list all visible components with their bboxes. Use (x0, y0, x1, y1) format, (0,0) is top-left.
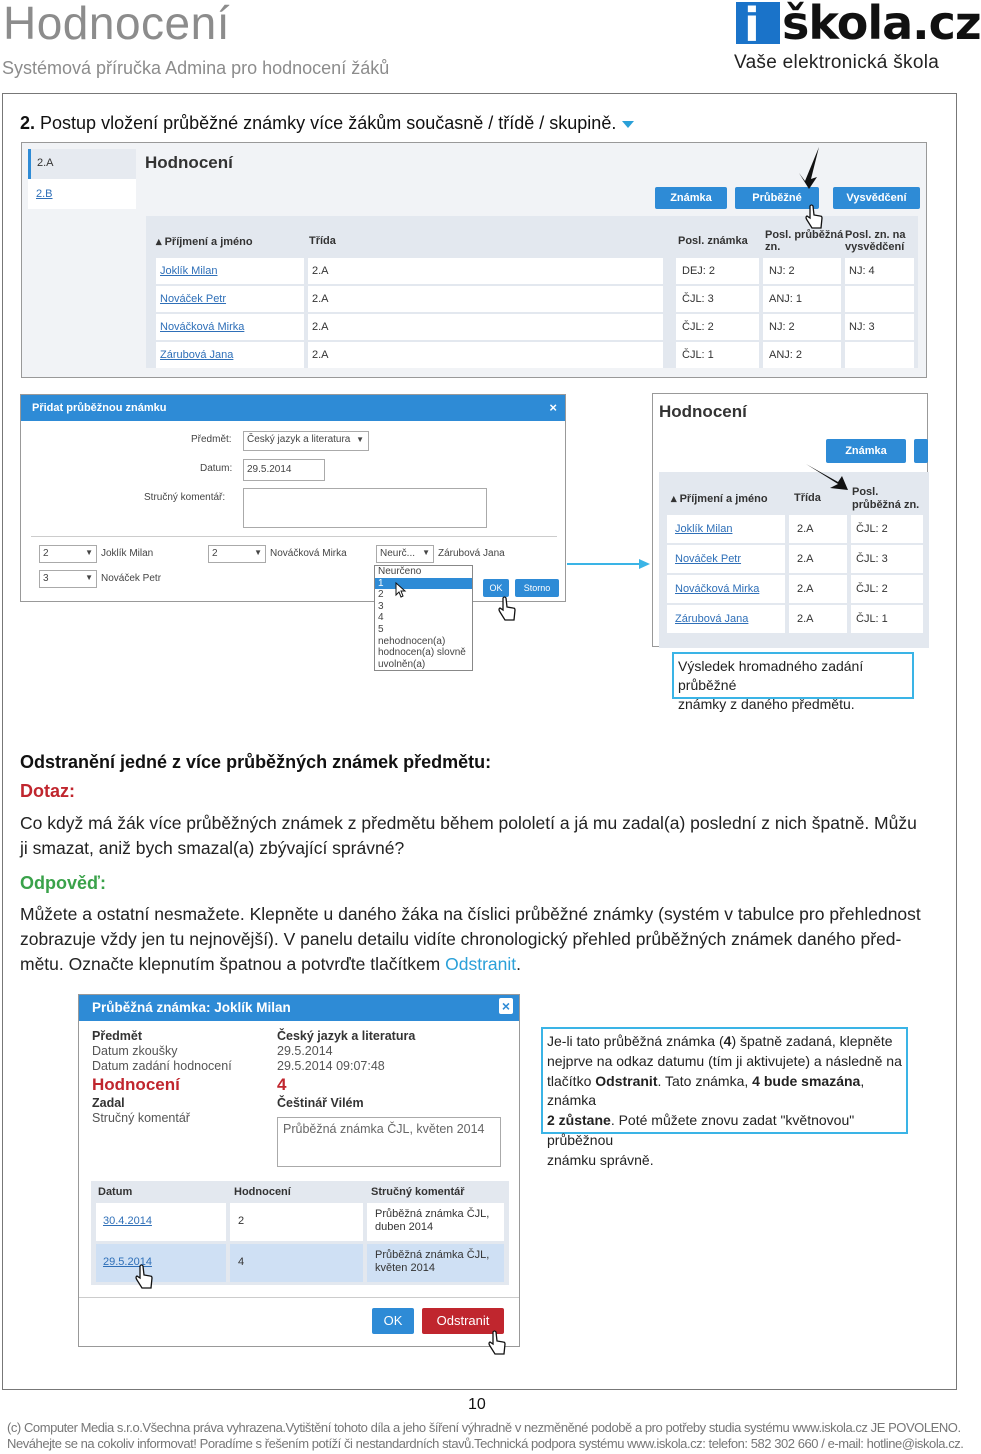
col-header-class: Třída (309, 235, 336, 247)
callout-text: tlačítko (547, 1072, 596, 1089)
last-grade-cell[interactable]: ČJL: 1 (682, 349, 714, 361)
doc-subtitle: Systémová příručka Admina pro hodnocení žáků (2, 58, 390, 78)
class-cell: 2.A (312, 265, 329, 277)
section-heading (20, 113, 634, 134)
date-link[interactable]: 30.4.2014 (103, 1215, 152, 1227)
screenshot-add-dialog (20, 394, 566, 602)
hand-cursor-icon (497, 596, 517, 622)
callout-text: . Tato známka, (657, 1072, 753, 1089)
detail-labels (92, 1029, 232, 1126)
student-name: Nováček Petr (101, 573, 162, 584)
col-header-label: Příjmení a jméno (164, 236, 253, 248)
dropdown-option[interactable]: 3 (378, 600, 384, 612)
row-cell-bg (845, 342, 914, 368)
partial-grade-cell[interactable]: ČJL: 1 (856, 613, 888, 625)
partial-grade-cell[interactable]: ČJL: 3 (856, 553, 888, 565)
callout-text: , známka (547, 1072, 865, 1109)
sort-asc-icon: ▴ (671, 493, 680, 505)
right-arrow-icon (567, 558, 651, 570)
col-header-class: Třída (794, 492, 821, 504)
question-label: Dotaz: (20, 781, 75, 801)
label-entry-date: Datum zadání hodnocení (92, 1059, 232, 1073)
callout-bold: 4 (723, 1033, 732, 1049)
tab-next-partial[interactable] (914, 439, 928, 463)
partial-grade-cell[interactable]: ČJL: 2 (856, 583, 888, 595)
subject-select[interactable] (243, 431, 369, 451)
value-teacher: Češtinář Vilém (277, 1096, 364, 1110)
subject-value: Český jazyk a literatura (247, 434, 351, 445)
dropdown-option[interactable]: 4 (378, 612, 384, 624)
screenshot-grades-table (21, 142, 927, 378)
delete-instruction-callout (541, 1027, 908, 1168)
dropdown-option[interactable]: 1 (375, 578, 472, 590)
class-cell: 2.A (797, 613, 814, 625)
last-grade-cell[interactable]: DEJ: 2 (682, 265, 716, 277)
answer-label: Odpověď: (20, 873, 106, 893)
label-teacher: Zadal (92, 1096, 125, 1110)
odstranit-link[interactable]: Odstranit (445, 954, 517, 974)
panel-title: Hodnocení (659, 402, 747, 421)
col-header-grade: Hodnocení (234, 1186, 291, 1198)
class-label: 2.B (36, 188, 53, 200)
caret-down-icon: ▼ (422, 548, 430, 557)
comment-textarea[interactable] (243, 488, 487, 528)
col-header-prub: Posl. průběžná zn. (765, 229, 844, 253)
grade-value: Neurč... (380, 548, 416, 559)
col-header-name[interactable] (156, 235, 253, 248)
student-link[interactable]: Nováčková Mirka (675, 583, 760, 595)
class-cell: 2.A (312, 349, 329, 361)
col-header-date: Datum (98, 1186, 133, 1198)
row-cell-bg (308, 314, 663, 340)
comment-line: Průběžná známka ČJL, (375, 1249, 490, 1261)
date-link[interactable]: 29.5.2014 (103, 1256, 152, 1268)
callout-line (547, 1032, 902, 1052)
tab-znamka[interactable]: Známka (826, 439, 906, 463)
col-header-label: Příjmení a jméno (679, 493, 768, 505)
value-exam-date: 29.5.2014 (277, 1044, 333, 1058)
faq-heading: Odstranění jedné z více průběžných známek předmětu: (20, 752, 492, 772)
col-header-prub: Posl. průběžná zn. (852, 486, 920, 511)
sort-asc-icon: ▴ (156, 236, 165, 248)
footer-line-2: Neváhejte se na cokoliv informovat! Poradíme s řešením potíží či nestandardních stavů.Technická podpora systému www.iskola.cz: telefon: 582 302 660 / e-mail: hotline@iskola.cz. (7, 1436, 964, 1451)
storno-button[interactable]: Storno (515, 579, 559, 597)
value-subject: Český jazyk a literatura (277, 1029, 416, 1043)
date-input[interactable]: 29.5.2014 (243, 459, 325, 481)
callout-bold: 2 zůstane (547, 1112, 611, 1129)
answer-text-part: . (516, 954, 522, 974)
divider (31, 536, 557, 537)
report-grade-cell[interactable]: NJ: 3 (849, 321, 875, 333)
callout-text: ) špatně zadaná, klepněte (731, 1033, 893, 1049)
last-grade-cell[interactable]: ČJL: 2 (682, 321, 714, 333)
grade-select-joklik[interactable] (39, 545, 97, 563)
ok-button[interactable]: OK (372, 1308, 414, 1334)
dropdown-option[interactable]: uvolněn(a) (378, 658, 426, 670)
comment-textarea[interactable]: Průběžná známka ČJL, květen 2014 (277, 1117, 501, 1167)
grade-value: 2 (212, 548, 218, 559)
dropdown-options (375, 566, 472, 670)
answer-text (20, 902, 955, 977)
dropdown-option[interactable]: 5 (378, 623, 384, 635)
label-grade: Hodnocení (92, 1075, 180, 1094)
section-number: 2. (20, 113, 36, 133)
logo-wordmark: škola.cz (782, 0, 981, 50)
grade-select-zarubova[interactable] (376, 545, 434, 563)
value-entry-date: 29.5.2014 09:07:48 (277, 1059, 385, 1073)
dialog-title: Přidat průběžnou známku (32, 402, 167, 414)
hand-cursor-icon (804, 204, 824, 230)
class-cell: 2.A (312, 293, 329, 305)
caret-down-icon: ▼ (356, 435, 364, 444)
grade-value: 3 (43, 573, 49, 584)
value-grade: 4 (277, 1075, 287, 1094)
callout-line (547, 1111, 902, 1151)
class-cell: 2.A (312, 321, 329, 333)
label-exam-date: Datum zkoušky (92, 1044, 178, 1058)
question-text (20, 811, 950, 861)
grade-dropdown-list[interactable] (374, 565, 473, 671)
callout-bold: 4 bude smazána (752, 1072, 861, 1089)
label-comment: Stručný komentář (92, 1111, 190, 1125)
callout-line: známku správně. (547, 1151, 654, 1168)
callout-line: známky z daného předmětu. (678, 696, 855, 712)
last-grade-cell[interactable]: ČJL: 3 (682, 293, 714, 305)
dialog-header (21, 395, 565, 421)
panel-title: Hodnocení (145, 153, 233, 172)
grade-cell: 2 (238, 1215, 245, 1227)
class-cell: 2.A (797, 583, 814, 595)
row-cell-bg (308, 258, 663, 284)
hand-cursor-icon (487, 1330, 507, 1356)
dropdown-option[interactable]: 2 (378, 589, 384, 601)
pointer-arrow-icon (804, 460, 848, 490)
grade-select-novacek[interactable] (39, 570, 97, 588)
class-cell: 2.A (797, 553, 814, 565)
dropdown-option[interactable]: nehodnocen(a) (378, 635, 446, 647)
section-title: Postup vložení průběžné známky více žákům současně / třídě / skupině. (40, 113, 617, 133)
answer-line: Můžete a ostatní nesmažete. Klepněte u daného žáka na číslici průběžné známky (systém v tabulce pro přehlednost (20, 904, 921, 924)
student-name: Zárubová Jana (438, 548, 505, 559)
col-header-last: Posl. známka (678, 235, 748, 247)
dialog-title: Průběžná známka: Joklík Milan (92, 1000, 291, 1015)
callout-bold: Odstranit (595, 1072, 658, 1089)
grade-cell: 4 (238, 1256, 245, 1268)
comment-label: Stručný komentář: (144, 492, 226, 503)
caret-down-icon: ▼ (254, 548, 262, 557)
partial-grade-cell[interactable]: ANJ: 1 (769, 293, 803, 305)
date-label: Datum: (200, 463, 233, 474)
footer-line-1: (c) Computer Media s.r.o.Všechna práva vyhrazena.Vytištění tohoto díla a jeho šíření výhradně v nezměněné podobě a pro potřeby studia systému www.iskola.cz JE POVOLENO. (7, 1420, 961, 1435)
doc-title: Hodnocení (3, 0, 230, 49)
student-link[interactable]: Joklík Milan (160, 265, 218, 277)
comment-line: květen 2014 (375, 1262, 435, 1274)
grade-value: 2 (43, 548, 49, 559)
ok-button[interactable]: OK (483, 579, 509, 597)
partial-grade-cell[interactable]: ANJ: 2 (769, 349, 803, 361)
tab-vysvedceni[interactable]: Vysvědčení (833, 187, 920, 209)
subject-label: Předmět: (191, 434, 232, 445)
student-link[interactable]: Nováčková Mirka (160, 321, 245, 333)
close-icon[interactable]: × (549, 400, 557, 415)
col-header-vys: Posl. zn. na vysvědčení (845, 229, 906, 253)
row-cell-bg (308, 342, 663, 368)
student-link[interactable]: Joklík Milan (675, 523, 733, 535)
student-link[interactable]: Nováček Petr (675, 553, 742, 565)
callout-line: Výsledek hromadného zadání průběžné (678, 658, 864, 693)
question-line: Co když má žák více průběžných známek z předmětu během pololetí a já mu zadal(a) poslední z nich špatně. Můžu (20, 813, 917, 833)
class-label: 2.A (37, 157, 54, 169)
student-name: Nováčková Mirka (270, 548, 347, 559)
callout-text: . Poté můžete znovu zadat "květnovou" průběžnou (547, 1112, 855, 1148)
answer-line (20, 952, 955, 977)
class-item-2b[interactable] (36, 188, 53, 200)
close-icon[interactable]: × (499, 998, 513, 1014)
class-list (28, 149, 136, 209)
caret-down-icon (622, 121, 634, 128)
screenshot-result (652, 393, 928, 647)
dropdown-option[interactable]: hodnocen(a) slovně (378, 647, 466, 659)
dialog-header (79, 995, 519, 1021)
class-cell: 2.A (797, 523, 814, 535)
comment-line: duben 2014 (375, 1221, 434, 1233)
partial-grade-cell[interactable]: NJ: 2 (769, 265, 795, 277)
comment-line: Průběžná známka ČJL, (375, 1208, 490, 1220)
label-subject: Předmět (92, 1029, 143, 1043)
col-header-comment: Stručný komentář (371, 1186, 465, 1198)
row-cell-bg (308, 286, 663, 312)
callout-line: nejprve na odkaz datumu (tím ji aktivujete) a následně na (547, 1052, 902, 1069)
class-item-2a[interactable] (28, 149, 136, 179)
question-line: ji smazat, aniž bych smazal(a) zbývající správné? (20, 838, 405, 858)
page-number: 10 (468, 1396, 486, 1413)
student-link[interactable]: Nováček Petr (160, 293, 227, 305)
result-callout (672, 652, 914, 712)
answer-text-part: mětu. Označte klepnutím špatnou a potvrďte tlačítkem (20, 954, 441, 974)
row-cell-bg (845, 286, 914, 312)
caret-down-icon: ▼ (85, 548, 93, 557)
report-grade-cell[interactable]: NJ: 4 (849, 265, 875, 277)
screenshot-grade-detail (78, 994, 520, 1347)
row-cell-bg (230, 1203, 363, 1241)
tab-znamka[interactable]: Známka (655, 187, 727, 209)
hand-cursor-icon (134, 1264, 154, 1290)
student-name: Joklík Milan (101, 548, 154, 559)
logo-letter: i (744, 0, 760, 52)
odstranit-button[interactable]: Odstranit (422, 1308, 504, 1334)
callout-text: Je-li tato průběžná známka ( (547, 1033, 724, 1049)
footer-divider (79, 1297, 519, 1298)
pointer-arrow-icon (795, 145, 825, 190)
grade-select-novackova[interactable] (208, 545, 266, 563)
caret-down-icon: ▼ (85, 573, 93, 582)
tab-prubezne[interactable]: Průběžné (735, 187, 819, 209)
mouse-pointer-icon (395, 582, 407, 598)
answer-line: zobrazuje vždy jen tu nejnovější). V panelu detailu vidíte chronologický přehled průběžných známek daného před- (20, 929, 902, 949)
detail-values (277, 1029, 415, 1111)
student-link[interactable]: Zárubová Jana (160, 349, 234, 361)
callout-line (547, 1072, 902, 1112)
col-header-name[interactable] (671, 492, 768, 505)
dropdown-option[interactable]: Neurčeno (378, 566, 422, 577)
partial-grade-cell[interactable]: ČJL: 2 (856, 523, 888, 535)
student-link[interactable]: Zárubová Jana (675, 613, 749, 625)
row-cell-bg (230, 1244, 363, 1282)
partial-grade-cell[interactable]: NJ: 2 (769, 321, 795, 333)
logo-tagline: Vaše elektronická škola (734, 52, 940, 73)
